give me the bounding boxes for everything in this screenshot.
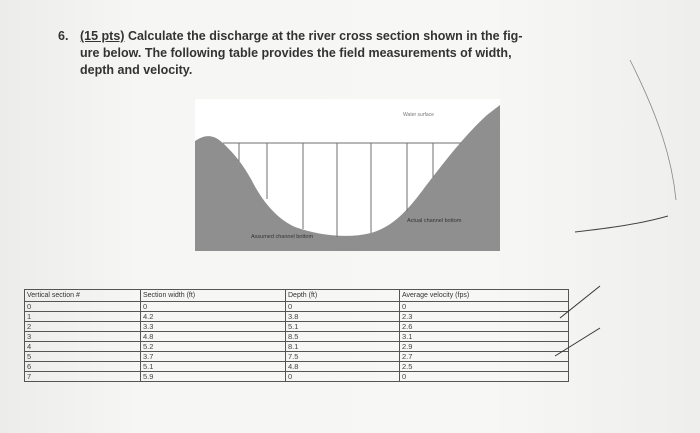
table-row xyxy=(25,342,569,352)
cell-width: 5.2 xyxy=(141,342,286,352)
cell-depth: 7.5 xyxy=(286,352,400,362)
cell-section: 0 xyxy=(25,302,141,312)
measurements-table xyxy=(24,289,569,382)
table-row xyxy=(25,322,569,332)
cell-depth: 3.8 xyxy=(286,312,400,322)
cross-section-diagram xyxy=(195,99,500,251)
question-text xyxy=(80,28,590,79)
cell-width: 3.7 xyxy=(141,352,286,362)
cell-width: 4.2 xyxy=(141,312,286,322)
table-row xyxy=(25,312,569,322)
table-header-row xyxy=(25,290,569,302)
cell-width: 4.8 xyxy=(141,332,286,342)
table-row xyxy=(25,352,569,362)
question-points: (15 pts) xyxy=(80,29,125,43)
cell-section: 2 xyxy=(25,322,141,332)
cell-depth: 4.8 xyxy=(286,362,400,372)
cell-velocity: 2.5 xyxy=(400,362,569,372)
table-row xyxy=(25,372,569,382)
cell-section: 5 xyxy=(25,352,141,362)
cell-section: 6 xyxy=(25,362,141,372)
cell-width: 0 xyxy=(141,302,286,312)
cell-width: 5.1 xyxy=(141,362,286,372)
header-section-width: Section width (ft) xyxy=(141,290,286,302)
question-line-1: Calculate the discharge at the river cross section shown in the fig- xyxy=(127,29,523,43)
question-number: 6. xyxy=(58,29,69,43)
cell-section: 7 xyxy=(25,372,141,382)
cell-depth: 0 xyxy=(286,372,400,382)
actual-channel-label: Actual channel bottom xyxy=(407,218,462,224)
header-average-velocity: Average velocity (fps) xyxy=(400,290,569,302)
question-line-2: ure below. The following table provides the field measurements of width, xyxy=(80,46,512,60)
cell-depth: 8.5 xyxy=(286,332,400,342)
assumed-channel-label: Assumed channel bottom xyxy=(251,234,314,240)
cell-velocity: 2.3 xyxy=(400,312,569,322)
table-row xyxy=(25,302,569,312)
table-row xyxy=(25,362,569,372)
cell-section: 4 xyxy=(25,342,141,352)
table-row xyxy=(25,332,569,342)
question-line-3: depth and velocity. xyxy=(80,63,193,77)
cell-width: 5.9 xyxy=(141,372,286,382)
cell-section: 3 xyxy=(25,332,141,342)
cell-velocity: 2.9 xyxy=(400,342,569,352)
cell-velocity: 2.6 xyxy=(400,322,569,332)
cell-velocity: 0 xyxy=(400,372,569,382)
water-surface-label: Water surface xyxy=(403,112,434,118)
cell-section: 1 xyxy=(25,312,141,322)
cell-depth: 5.1 xyxy=(286,322,400,332)
header-depth: Depth (ft) xyxy=(286,290,400,302)
cell-depth: 8.1 xyxy=(286,342,400,352)
cell-velocity: 0 xyxy=(400,302,569,312)
cell-velocity: 3.1 xyxy=(400,332,569,342)
cell-depth: 0 xyxy=(286,302,400,312)
header-vertical-section: Vertical section # xyxy=(25,290,141,302)
cell-width: 3.3 xyxy=(141,322,286,332)
cell-velocity: 2.7 xyxy=(400,352,569,362)
river-cross-section-figure xyxy=(195,99,500,251)
